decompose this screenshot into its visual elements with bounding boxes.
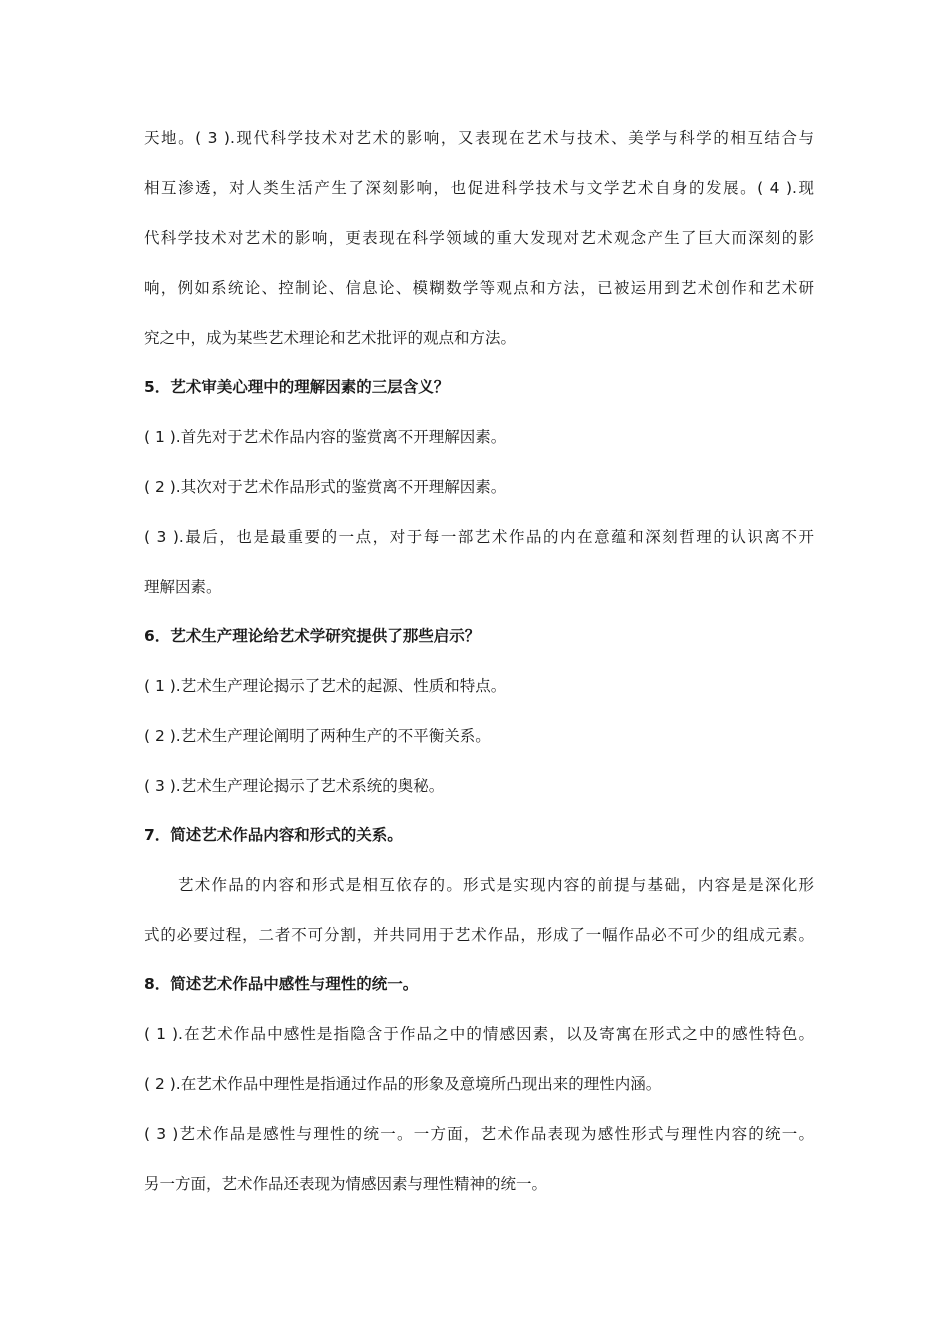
answer-paragraph-line: 式的必要过程，二者不可分割，并共同用于艺术作品，形成了一幅作品必不可少的组成元素。 (144, 926, 814, 944)
paragraph-line: 相互渗透，对人类生活产生了深刻影响，也促进科学技术与文学艺术自身的发展。( 4 ).现 (144, 179, 814, 197)
answer-item: ( 3 )艺术作品是感性与理性的统一。一方面，艺术作品表现为感性形式与理性内容的统一。 (144, 1125, 814, 1143)
answer-item: ( 2 ).艺术生产理论阐明了两种生产的不平衡关系。 (144, 727, 491, 745)
question-heading-8: 8．简述艺术作品中感性与理性的统一。 (144, 975, 419, 993)
answer-item: ( 1 ).在艺术作品中感性是指隐含于作品之中的情感因素，以及寄寓在形式之中的感性特色。 (144, 1025, 814, 1043)
paragraph-line: 响，例如系统论、控制论、信息论、模糊数学等观点和方法，已被运用到艺术创作和艺术研 (144, 279, 814, 297)
question-heading-7: 7．简述艺术作品内容和形式的关系。 (144, 826, 403, 844)
paragraph-line: 究之中，成为某些艺术理论和艺术批评的观点和方法。 (144, 329, 517, 347)
answer-item: ( 1 ).首先对于艺术作品内容的鉴赏离不开理解因素。 (144, 428, 507, 446)
answer-item: ( 3 ).最后，也是最重要的一点，对于每一部艺术作品的内在意蕴和深刻哲理的认识离不开 (144, 528, 814, 546)
answer-item: ( 1 ).艺术生产理论揭示了艺术的起源、性质和特点。 (144, 677, 507, 695)
answer-paragraph-line: 艺术作品的内容和形式是相互依存的。形式是实现内容的前提与基础，内容是是深化形 (178, 876, 814, 894)
answer-item: 另一方面，艺术作品还表现为情感因素与理性精神的统一。 (144, 1175, 548, 1193)
answer-item: ( 2 ).其次对于艺术作品形式的鉴赏离不开理解因素。 (144, 478, 507, 496)
answer-item: ( 3 ).艺术生产理论揭示了艺术系统的奥秘。 (144, 777, 445, 795)
question-heading-5: 5．艺术审美心理中的理解因素的三层含义？ (144, 378, 450, 396)
paragraph-line: 天地。( 3 ).现代科学技术对艺术的影响，又表现在艺术与技术、美学与科学的相互结合与 (144, 129, 814, 147)
answer-item: 理解因素。 (144, 578, 222, 596)
paragraph-line: 代科学技术对艺术的影响，更表现在科学领域的重大发现对艺术观念产生了巨大而深刻的影 (144, 229, 814, 247)
answer-item: ( 2 ).在艺术作品中理性是指通过作品的形象及意境所凸现出来的理性内涵。 (144, 1075, 662, 1093)
question-heading-6: 6．艺术生产理论给艺术学研究提供了那些启示？ (144, 627, 481, 645)
